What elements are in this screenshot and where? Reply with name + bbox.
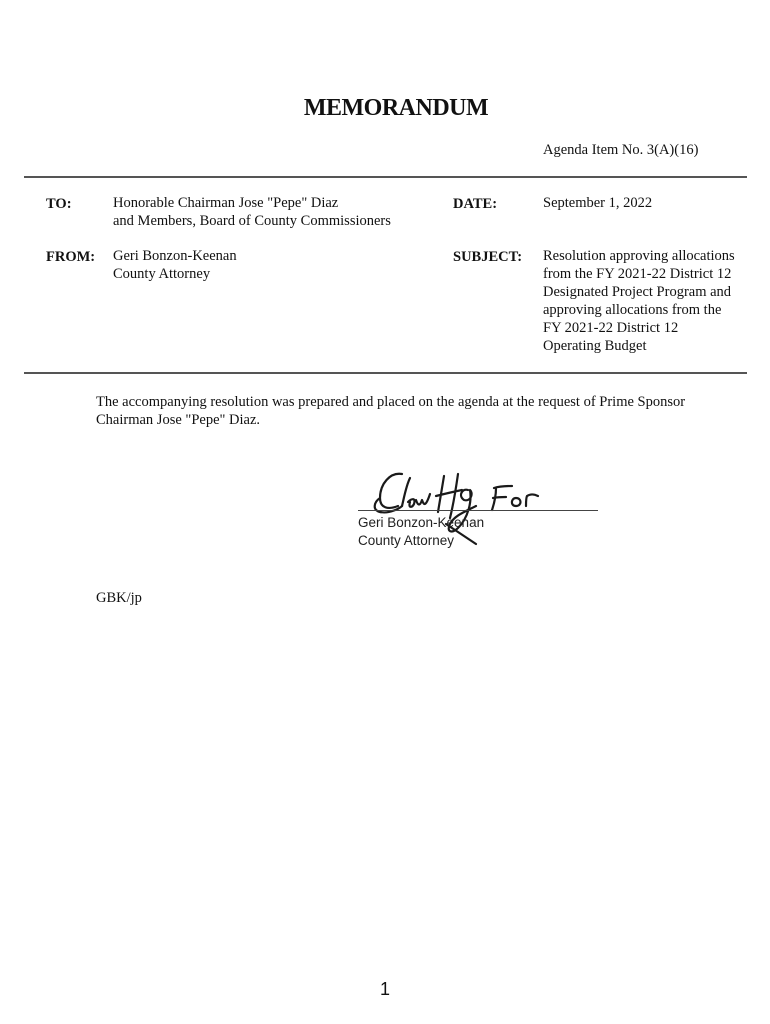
subject-line: from the FY 2021-22 District 12 [543, 266, 732, 282]
from-label: FROM: [46, 249, 96, 265]
subject-value [543, 247, 735, 355]
from-line: County Attorney [113, 266, 211, 282]
signature-line [358, 510, 598, 511]
signatory-name: Geri Bonzon-Keenan [358, 515, 485, 530]
subject-label: SUBJECT: [453, 249, 523, 265]
signatory-title: County Attorney [358, 533, 455, 548]
typist-initials: GBK/jp [96, 590, 142, 606]
subject-line: FY 2021-22 District 12 [543, 320, 679, 336]
header-top-divider [24, 176, 747, 178]
memo-title: MEMORANDUM [303, 95, 489, 121]
agenda-item-number: Agenda Item No. 3(A)(16) [543, 142, 699, 158]
memo-body [96, 393, 736, 429]
to-line: Honorable Chairman Jose "Pepe" Diaz [113, 195, 339, 211]
subject-line: Designated Project Program and [543, 284, 732, 300]
body-line: Chairman Jose "Pepe" Diaz. [96, 412, 261, 428]
date-label: DATE: [453, 196, 498, 212]
page-number: 1 [379, 979, 390, 999]
subject-line: Operating Budget [543, 338, 647, 354]
signature-block [358, 514, 484, 550]
from-line: Geri Bonzon-Keenan [113, 248, 237, 264]
from-sender [113, 247, 237, 283]
date-value: September 1, 2022 [543, 195, 653, 211]
to-recipients [113, 194, 391, 230]
header-bottom-divider [24, 372, 747, 374]
body-line: The accompanying resolution was prepared and placed on the agenda at the request of Prime Sponsor [96, 394, 686, 410]
to-line: and Members, Board of County Commissioners [113, 213, 391, 229]
subject-line: Resolution approving allocations [543, 248, 735, 264]
to-label: TO: [46, 196, 72, 212]
subject-line: approving allocations from the [543, 302, 722, 318]
